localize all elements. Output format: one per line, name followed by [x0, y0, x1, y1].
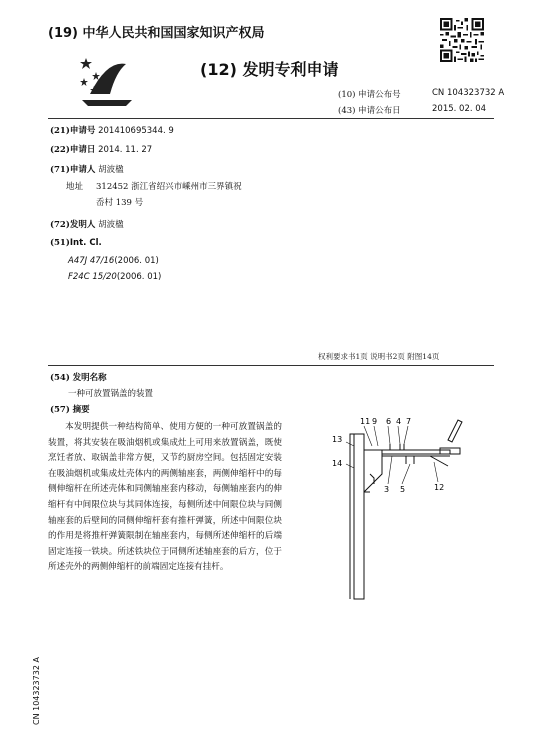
figure-label-11: 11 — [360, 417, 371, 426]
header-rule — [48, 118, 494, 119]
qr-code-icon — [440, 18, 484, 62]
pub-date-label: (43) 申请公布日 — [338, 106, 401, 116]
hanging-bar — [448, 420, 462, 442]
hood-shell — [364, 450, 382, 492]
abstract-text: 本发明提供一种结构简单、使用方便的一种可放置锅盖的装置，将其安装在吸油烟机或集成灶上可用来放置锅盖，既使烹饪者放、取锅盖非常方便，又节约厨房空间。包括固定安装在吸油烟机或集成灶壳体内的两侧轴座套，两侧伸缩杆中的每侧伸缩杆在所述壳体和同侧轴座套内移动，每侧轴座套内的伸缩杆有中间限位块与其同体连接，每侧所述中间限位块与同侧轴座套的后壁间的同侧伸缩杆套有推杆弹簧，所述中间限位块的作用是将推杆弹簧限制在轴座套内，每侧所述伸缩杆的后端固定连接一铁块。所述铁块位于同侧所述轴座套的后方，位于所述壳外的两侧伸缩杆的前端固定连接有挂杆。 — [48, 422, 282, 573]
title-heading: (54) 发明名称 — [50, 373, 107, 383]
figure-label-6: 6 — [386, 417, 392, 426]
address-line-2: 岙村 139 号 — [96, 198, 144, 208]
ipc-class-1: A47J 47/16(2006. 01) — [68, 256, 159, 266]
applicant-row: (71)申请人 胡波楹 — [50, 165, 124, 175]
ipc-row: (51)Int. Cl. — [50, 238, 102, 248]
page-count-info: 权利要求书1页 说明书2页 附图14页 — [318, 352, 440, 361]
figure-label-4: 4 — [396, 417, 402, 426]
address-label: 地址 — [66, 182, 84, 192]
ipc-class-2: F24C 15/20(2006. 01) — [68, 272, 162, 282]
abstract-heading: (57) 摘要 — [50, 405, 90, 415]
pub-no-label: (10) 申请公布号 — [338, 90, 401, 100]
figure-label-5: 5 — [400, 485, 406, 494]
pub-no: CN 104323732 A — [432, 88, 505, 98]
pub-date: 2015. 02. 04 — [432, 104, 487, 114]
inventor-row: (72)发明人 胡波楹 — [50, 220, 124, 230]
patent-figure — [330, 412, 492, 604]
figure-label-7: 7 — [406, 417, 412, 426]
invention-title: 一种可放置锅盖的装置 — [68, 389, 154, 399]
figure-label-3: 3 — [384, 485, 390, 494]
sipo-emblem-icon — [76, 50, 138, 108]
app-date-row: (22)申请日 2014. 11. 27 — [50, 145, 153, 155]
figure-label-12: 12 — [434, 483, 445, 492]
office-name: (19) 中华人民共和国国家知识产权局 — [48, 26, 265, 41]
figure-label-13: 13 — [332, 435, 343, 444]
figure-label-14: 14 — [332, 459, 343, 468]
address-line-1: 312452 浙江省绍兴市嵊州市三界镇祝 — [96, 182, 242, 192]
app-no-row: (21)申请号 201410695344. 9 — [50, 126, 174, 136]
section-rule — [48, 365, 494, 366]
side-publication-number: CN 104323732 A — [32, 657, 41, 725]
hood-body — [354, 434, 364, 599]
document-type: (12) 发明专利申请 — [200, 60, 339, 79]
figure-label-9: 9 — [372, 417, 378, 426]
